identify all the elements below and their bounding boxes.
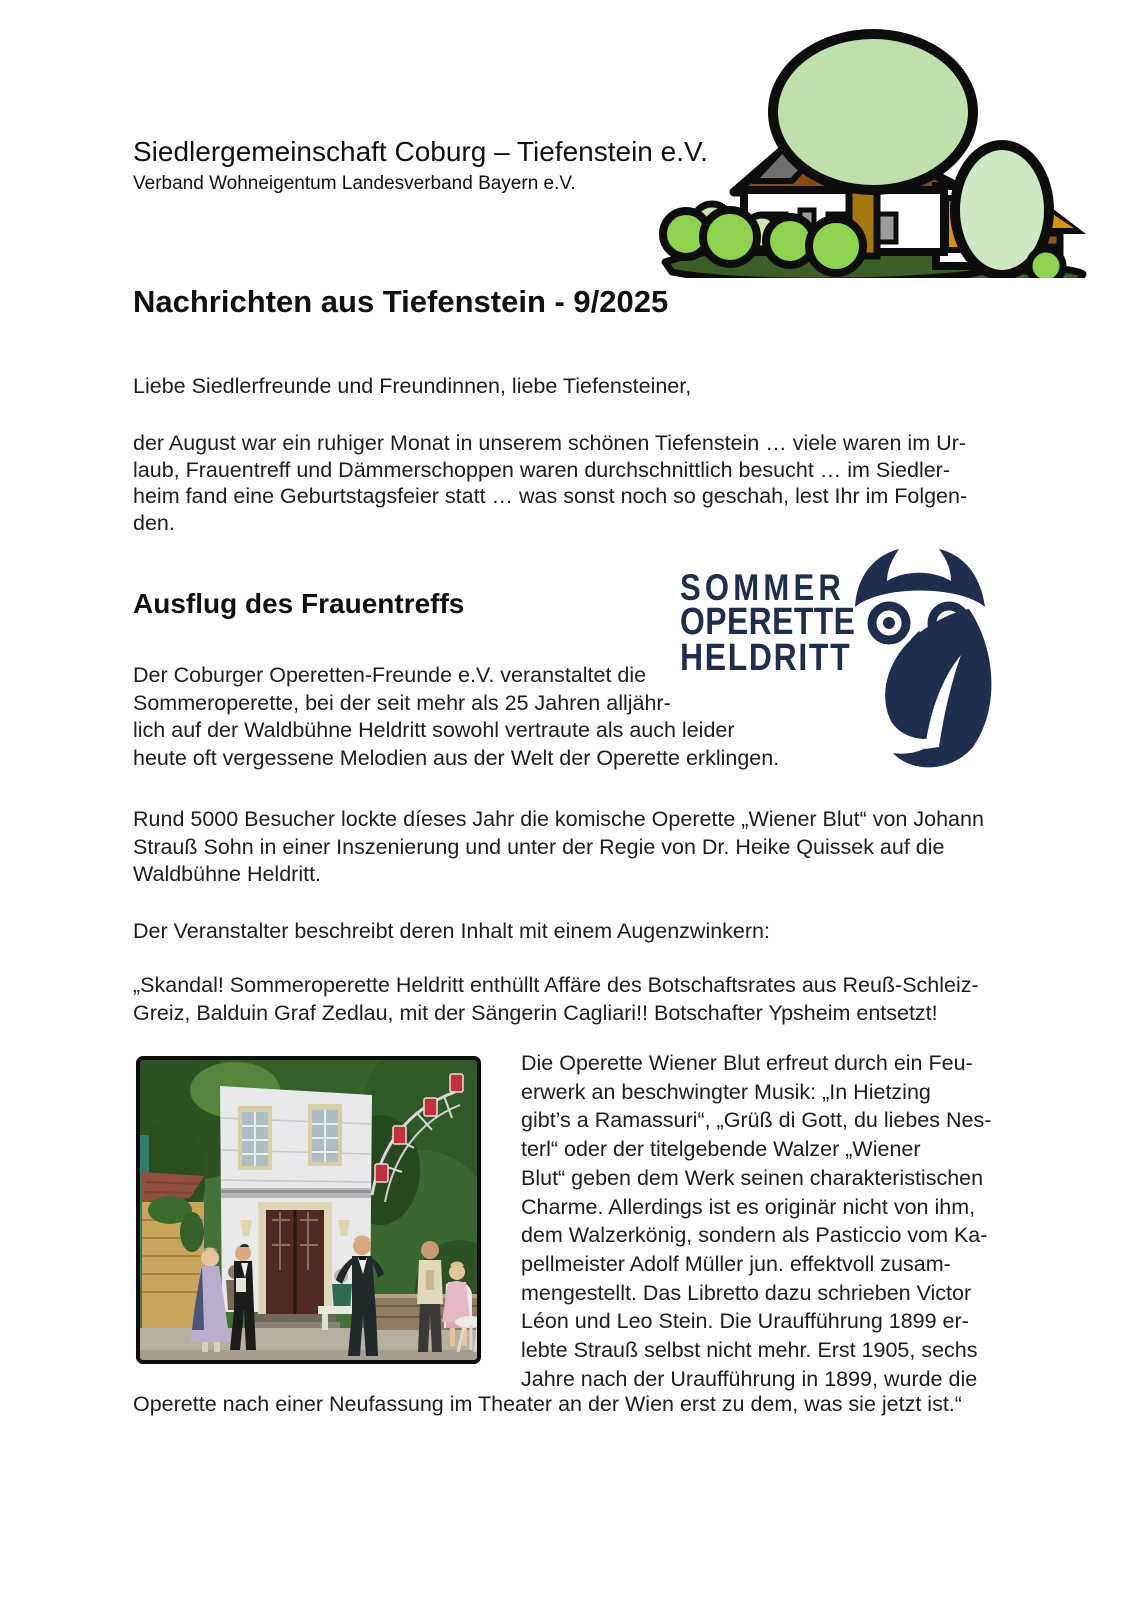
wordmark-line: SOMMER: [680, 567, 846, 608]
text-line: Blut“ geben dem Werk seinen charakteristischen: [521, 1165, 984, 1190]
text-line: lich auf der Waldbühne Heldritt sowohl vertraute als auch leider: [133, 718, 735, 742]
text-line: pellmeister Adolf Müller jun. effektvoll zusam-: [521, 1251, 951, 1276]
text-line: Der Coburger Operetten-Freunde e.V. veranstaltet die: [133, 663, 647, 687]
text-line: lebte Strauß selbst nicht mehr. Erst 1905, sechs: [521, 1338, 978, 1363]
text-line: laub, Frauentreff und Dämmerschoppen waren durchschnittlich besucht … im Siedler-: [133, 457, 950, 482]
text-line: Jahre nach der Uraufführung in 1899, wurde die: [521, 1366, 978, 1391]
wiener-blut-paragraph: [521, 1049, 991, 1393]
wordmark-line: HELDRITT: [680, 637, 852, 679]
text-line: „Skandal! Sommeroperette Heldritt enthüllt Affäre des Botschaftsrates aus Reuß-Schleiz-: [133, 973, 979, 997]
org-name: Siedlergemeinschaft Coburg – Tiefenstein e.V.: [133, 136, 708, 167]
text-line: Sommeroperette, bei der seit mehr als 25 Jahren alljähr-: [133, 690, 671, 715]
house-garden-logo-svg: [650, 20, 1090, 278]
text-line: Greiz, Balduin Graf Zedlau, mit der Sängerin Cagliari!! Botschafter Ypsheim entsetzt!: [133, 1000, 938, 1025]
house-garden-logo-icon: [650, 20, 1090, 283]
text-line: den.: [133, 510, 175, 535]
text-line: der August war ein ruhiger Monat in unserem schönen Tiefenstein … viele waren im Ur-: [133, 431, 966, 455]
section-heading: Ausflug des Frauentreffs: [133, 588, 465, 619]
text-line: erwerk an beschwingter Musik: „In Hietzing: [521, 1079, 931, 1104]
intro-paragraph: [133, 430, 967, 536]
text-line: Rund 5000 Besucher lockte díeses Jahr die komische Operette „Wiener Blut“ von Johann: [133, 807, 984, 831]
page-title: Nachrichten aus Tiefenstein - 9/2025: [133, 284, 669, 319]
stage-photo-svg: [140, 1060, 477, 1360]
skandal-paragraph: [133, 972, 979, 1027]
text-line: dem Walzerkönig, sondern als Pasticcio vom Ka-: [521, 1223, 988, 1248]
text-line: heim fand eine Geburtstagsfeier statt … was sonst noch so geschah, lest Ihr im Folgen-: [133, 484, 968, 509]
text-line: heute oft vergessene Melodien aus der Welt der Operette erklingen.: [133, 745, 780, 770]
text-line: Waldbühne Heldritt.: [133, 862, 322, 886]
text-line: gibt’s a Ramassuri“, „Grüß di Gott, du liebes Nes-: [521, 1108, 992, 1133]
org-subtitle: Verband Wohneigentum Landesverband Bayern e.V.: [133, 173, 576, 194]
closing-line: Operette nach einer Neufassung im Theater an der Wien erst zu dem, was sie jetzt ist.“: [133, 1392, 962, 1416]
text-line: Strauß Sohn in einer Inszenierung und unter der Regie von Dr. Heike Quissek auf die: [133, 834, 945, 859]
text-line: Léon und Leo Stein. Die Uraufführung 1899 er-: [521, 1309, 969, 1334]
veranstalter-line: Der Veranstalter beschreibt deren Inhalt mit einem Augenzwinkern:: [133, 919, 770, 943]
operetta-stage-photo: [136, 1056, 481, 1364]
text-line: terl“ oder der titelgebende Walzer „Wiener: [521, 1137, 921, 1162]
text-line: mengestellt. Das Libretto dazu schrieben Victor: [521, 1280, 972, 1305]
wordmark-line: OPERETTE: [680, 601, 856, 643]
besucher-paragraph: [133, 806, 984, 889]
frauentreff-paragraph: [133, 662, 779, 772]
salutation-line: Liebe Siedlerfreunde und Freundinnen, liebe Tiefensteiner,: [133, 374, 692, 398]
owl-icon: [849, 543, 999, 774]
owl-svg: [849, 543, 999, 769]
text-line: Die Operette Wiener Blut erfreut durch ein Feu-: [521, 1051, 973, 1075]
sommeroperette-wordmark: [680, 567, 856, 679]
text-line: Charme. Allerdings ist es originär nicht von ihm,: [521, 1194, 976, 1219]
